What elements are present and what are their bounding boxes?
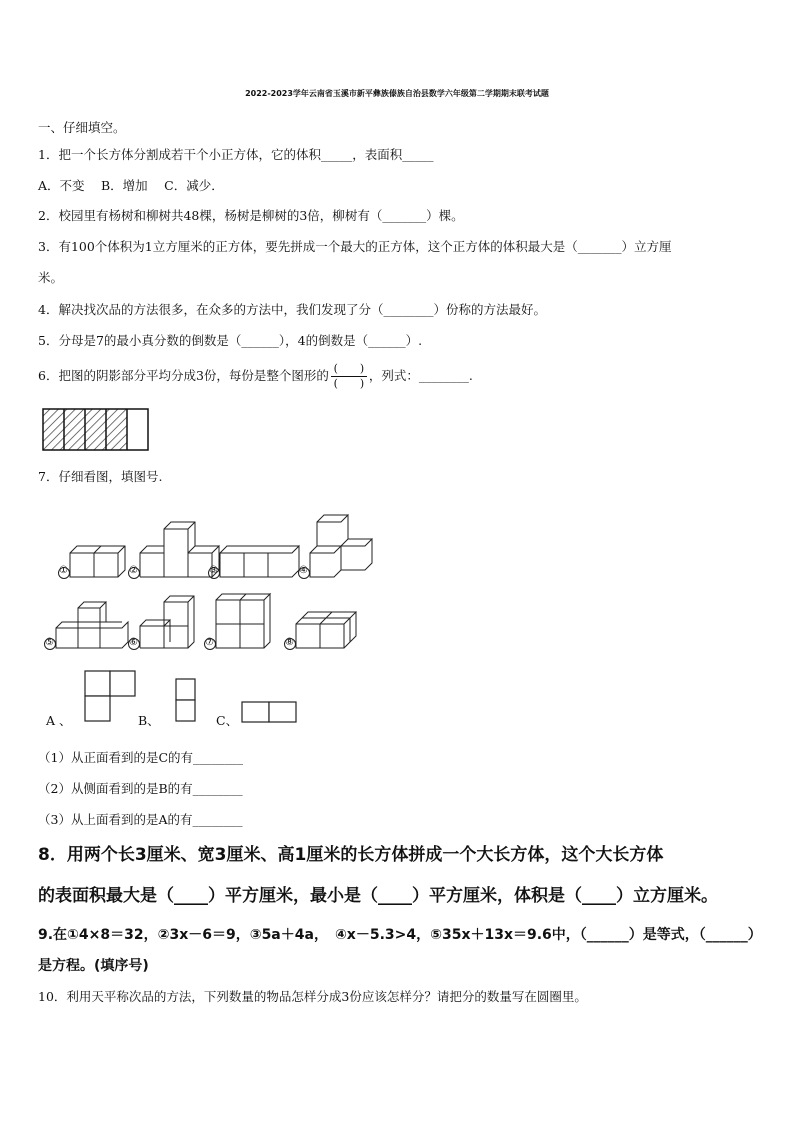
figure-1-cubes — [70, 546, 125, 577]
question-6-tail: ，列式：________. — [368, 368, 473, 383]
figure-6-cubes — [140, 596, 194, 648]
figure-5-cubes — [56, 602, 128, 648]
figure-label-8: ⑧ — [285, 637, 294, 648]
figure-label-6: ⑥ — [129, 637, 138, 648]
shaded-rectangle-figure — [42, 408, 152, 452]
view-label-c: C、 — [216, 713, 239, 728]
question-5: 5．分母是7的最小真分数的倒数是（______），4的倒数是（______）. — [38, 333, 423, 348]
view-a-figure — [84, 670, 140, 724]
view-label-b: B、 — [138, 713, 160, 728]
figure-7-cubes — [216, 594, 270, 648]
view-b-figure — [175, 678, 197, 724]
question-3-line1: 3．有100个体积为1立方厘米的正方体，要先拼成一个最大的正方体，这个正方体的体积最大是（_______）立方厘 — [38, 239, 672, 254]
question-1-options: A．不变 B．增加 C．减少． — [38, 178, 224, 193]
figure-8-cubes — [296, 612, 356, 648]
question-6-text: 6．把图的阴影部分平均分成3份，每份是整个图形的 — [38, 368, 329, 383]
question-7-sub-1: （1）从正面看到的是C的有________ — [38, 750, 244, 765]
fraction-numerator: ( ) — [333, 362, 365, 375]
section-heading: 一、仔细填空。 — [38, 120, 126, 135]
figure-label-5: ⑤ — [45, 637, 54, 648]
view-label-a: A 、 — [46, 713, 72, 728]
fraction-denominator: ( ) — [333, 377, 365, 390]
question-2: 2．校园里有杨树和柳树共48棵，杨树是柳树的3倍，柳树有（_______）棵。 — [38, 208, 464, 223]
question-9-line2: 是方程。(填序号) — [38, 958, 149, 974]
question-10: 10．利用天平称次品的方法，下列数量的物品怎样分成3份应该怎样分？请把分的数量写在圆圈里。 — [38, 989, 587, 1004]
question-7-sub-2: （2）从侧面看到的是B的有________ — [38, 781, 243, 796]
question-4: 4．解决找次品的方法很多，在众多的方法中，我们发现了分（________）份称的方法最好。 — [38, 302, 546, 317]
figure-label-1: ① — [59, 565, 68, 576]
question-7-sub-3: （3）从上面看到的是A的有________ — [38, 812, 243, 827]
cube-figures-row-1 — [58, 520, 388, 580]
question-6 — [38, 360, 473, 392]
view-c-figure — [241, 701, 301, 725]
question-8-line1: 8．用两个长3厘米、宽3厘米、高1厘米的长方体拼成一个大长方体，这个大长方体 — [38, 845, 664, 865]
question-3-line2: 米。 — [38, 270, 64, 285]
question-8-line2: 的表面积最大是（____）平方厘米，最小是（____）平方厘米，体积是（____）立方厘米。 — [38, 886, 718, 906]
figure-label-2: ② — [129, 565, 138, 576]
figure-3-cubes — [220, 546, 299, 577]
question-1: 1．把一个长方体分割成若干个小正方体，它的体积_____，表面积_____ — [38, 147, 434, 162]
figure-label-7: ⑦ — [205, 637, 214, 648]
question-7: 7．仔细看图，填图号. — [38, 469, 163, 484]
figure-label-4: ④ — [299, 565, 308, 576]
question-9-line1: 9.在①4×8＝32，②3x－6＝9，③5a＋4a， ④x－5.3>4，⑤35x＋13x＝9.6中，（______）是等式，（______） — [38, 927, 762, 943]
page-title: 2022-2023学年云南省玉溪市新平彝族傣族自治县数学六年级第二学期期末联考试题 — [245, 89, 549, 98]
figure-label-3: ③ — [209, 565, 218, 576]
figure-4-cubes — [310, 515, 372, 577]
question-6-fraction — [331, 362, 367, 391]
figure-2-cubes — [140, 522, 219, 577]
cube-figures-row-2 — [44, 596, 354, 656]
